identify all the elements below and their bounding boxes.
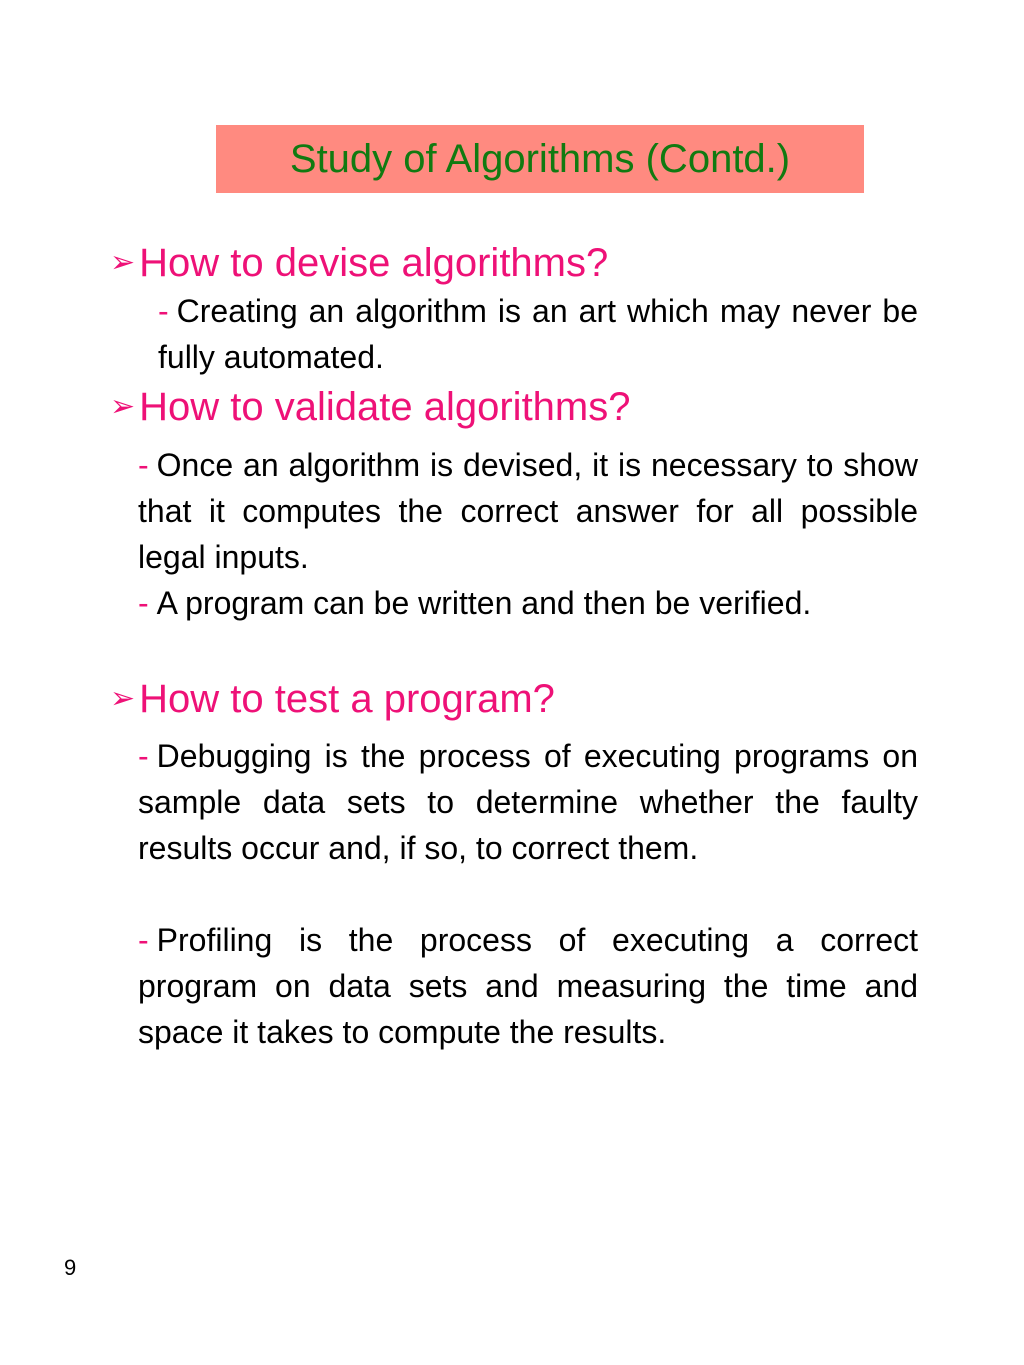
section-heading	[110, 240, 608, 286]
list-item-text: Profiling is the process of executing a correct program on data sets and measuring the time and space it takes to compute the results.	[138, 922, 918, 1050]
slide-title: Study of Algorithms (Contd.)	[289, 137, 791, 181]
list-item	[158, 288, 918, 380]
list-item	[138, 733, 918, 871]
page-number: 9	[64, 1255, 77, 1280]
section-heading	[110, 384, 631, 430]
list-item	[138, 917, 918, 1055]
section-heading-text: How to validate algorithms?	[139, 385, 631, 429]
dash-marker: -	[138, 922, 149, 958]
dash-marker: -	[138, 585, 149, 621]
list-item-text: Debugging is the process of executing programs on sample data sets to determine whether the faulty results occur and, if so, to correct them.	[138, 738, 918, 866]
section-validate	[110, 384, 631, 430]
slide-title-box	[216, 125, 864, 193]
arrow-bullet-icon: ➢	[110, 390, 136, 423]
arrow-bullet-icon: ➢	[110, 246, 136, 279]
list-item-text: Once an algorithm is devised, it is necessary to show that it computes the correct answer for all possible legal inputs.	[138, 447, 918, 575]
arrow-bullet-icon: ➢	[110, 682, 136, 715]
section-heading-text: How to test a program?	[139, 677, 555, 721]
list-item	[138, 580, 918, 626]
section-devise	[110, 240, 608, 286]
dash-marker: -	[138, 738, 149, 774]
section-heading	[110, 676, 555, 722]
dash-marker: -	[138, 447, 149, 483]
list-item	[138, 442, 918, 580]
list-item-text: A program can be written and then be verified.	[156, 585, 812, 621]
section-test	[110, 676, 555, 722]
list-item-text: Creating an algorithm is an art which may never be fully automated.	[158, 293, 918, 375]
section-heading-text: How to devise algorithms?	[139, 241, 609, 285]
dash-marker: -	[158, 293, 169, 329]
